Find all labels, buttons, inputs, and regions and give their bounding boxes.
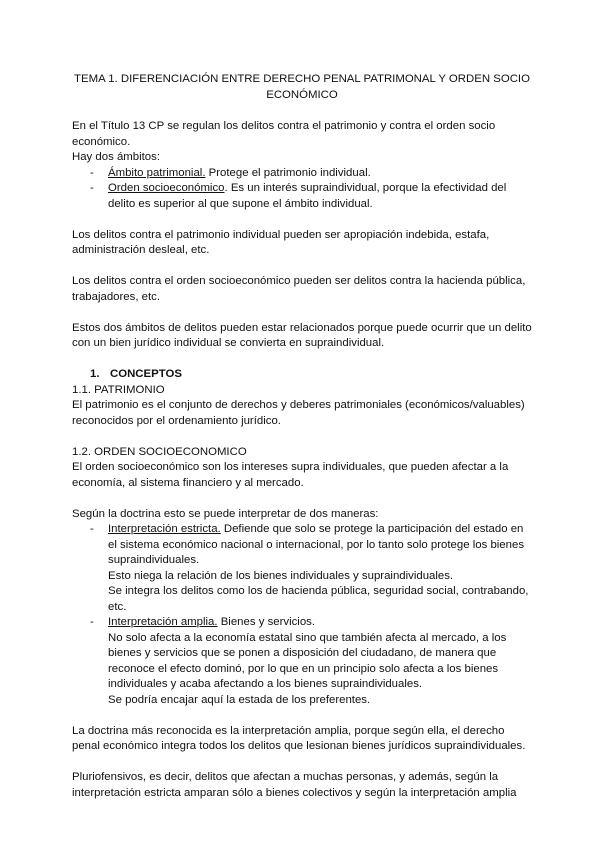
section-number: 1. bbox=[90, 368, 100, 380]
scopes-list bbox=[72, 166, 532, 213]
scope-term: Ámbito patrimonial. bbox=[108, 166, 206, 179]
scope-text: . Es un interés supraindividual, porque la efectividad del delito es superior al que supone el ámbito individual. bbox=[108, 182, 507, 210]
subsection-text-orden: El orden socioeconómico son los intereses supra individuales, que pueden afectar a la economía, al sistema financiero y al mercado. bbox=[72, 461, 509, 489]
interpretation-note: Se integra los delitos como los de hacienda pública, seguridad social, contrabando, etc. bbox=[108, 585, 529, 613]
dash-bullet: - bbox=[90, 182, 94, 194]
interpretations-list bbox=[72, 522, 532, 708]
list-item bbox=[72, 181, 532, 212]
list-item bbox=[72, 166, 532, 182]
section-title: CONCEPTOS bbox=[110, 368, 182, 380]
interpretation-term: Interpretación amplia. bbox=[108, 616, 218, 628]
list-item bbox=[72, 615, 532, 708]
interpretation-note: No solo afecta a la economía estatal sino que también afecta al mercado, a los bienes y servicios que se ponen a disposición del ciudadano, de manera que reconoce el efecto dominó, por lo que en un principio solo afecta a los bienes individuales y acaba afectando a los bienes supraindividuales. bbox=[108, 631, 507, 690]
intro-scopes-lead: Hay dos ámbitos: bbox=[72, 151, 160, 163]
scope-text: Protege el patrimonio individual. bbox=[205, 166, 371, 179]
document-title bbox=[72, 72, 532, 103]
pluriofensivos-paragraph: Pluriofensivos, es decir, delitos que afectan a muchas personas, y además, según la interpretación estricta amparan sólo a bienes colectivos y según la interpretación amplia bbox=[72, 771, 517, 799]
title-line-2: ECONÓMICO bbox=[266, 88, 338, 101]
amplia-paragraph: La doctrina más reconocida es la interpretación amplia, porque según ella, el derecho penal económico integra todos los delitos que lesionan bienes jurídicos supraindividuales. bbox=[72, 724, 526, 752]
doctrina-intro: Según la doctrina esto se puede interpretar de dos maneras: bbox=[72, 507, 379, 520]
subsection-title-orden: 1.2. ORDEN SOCIOECONOMICO bbox=[72, 445, 247, 458]
interpretation-note: Esto niega la relación de los bienes individuales y supraindividuales. bbox=[108, 569, 454, 582]
document-body bbox=[72, 72, 532, 801]
scope-term: Orden socioeconómico bbox=[108, 182, 225, 194]
dash-bullet: - bbox=[90, 166, 94, 179]
title-line-1: TEMA 1. DIFERENCIACIÓN ENTRE DERECHO PENAL PATRIMONAL Y ORDEN SOCIO bbox=[74, 73, 530, 85]
interpretation-note: Se podría encajar aquí la estada de los preferentes. bbox=[108, 693, 371, 706]
section-heading bbox=[72, 367, 532, 383]
interpretation-text: Defiende que solo se protege la participación del estado en el sistema económico nacional o internacional, por lo tanto solo protege los bienes supraindividuales. bbox=[108, 523, 525, 566]
relation-paragraph: Estos dos ámbitos de delitos pueden estar relacionados porque puede ocurrir que un delito con un bien jurídico individual se convierta en supraindividual. bbox=[72, 321, 532, 349]
dash-bullet: - bbox=[90, 616, 94, 628]
subsection-title-patrimonio: 1.1. PATRIMONIO bbox=[72, 383, 165, 396]
patrimonio-crimes-paragraph: Los delitos contra el patrimonio individual pueden ser apropiación indebida, estafa, administración desleal, etc. bbox=[72, 228, 490, 256]
dash-bullet: - bbox=[90, 523, 94, 535]
intro-paragraph: En el Título 13 CP se regulan los delitos contra el patrimonio y contra el orden socio económico. bbox=[72, 120, 496, 148]
interpretation-term: Interpretación estricta. bbox=[108, 523, 221, 535]
subsection-text-patrimonio: El patrimonio es el conjunto de derechos y deberes patrimoniales (económicos/valuables) reconocidos por el ordenamiento jurídico. bbox=[72, 399, 525, 427]
socioeconomic-crimes-paragraph: Los delitos contra el orden socioeconómico pueden ser delitos contra la hacienda pública, trabajadores, etc. bbox=[72, 275, 526, 303]
list-item bbox=[72, 522, 532, 615]
interpretation-text: Bienes y servicios. bbox=[217, 616, 316, 628]
